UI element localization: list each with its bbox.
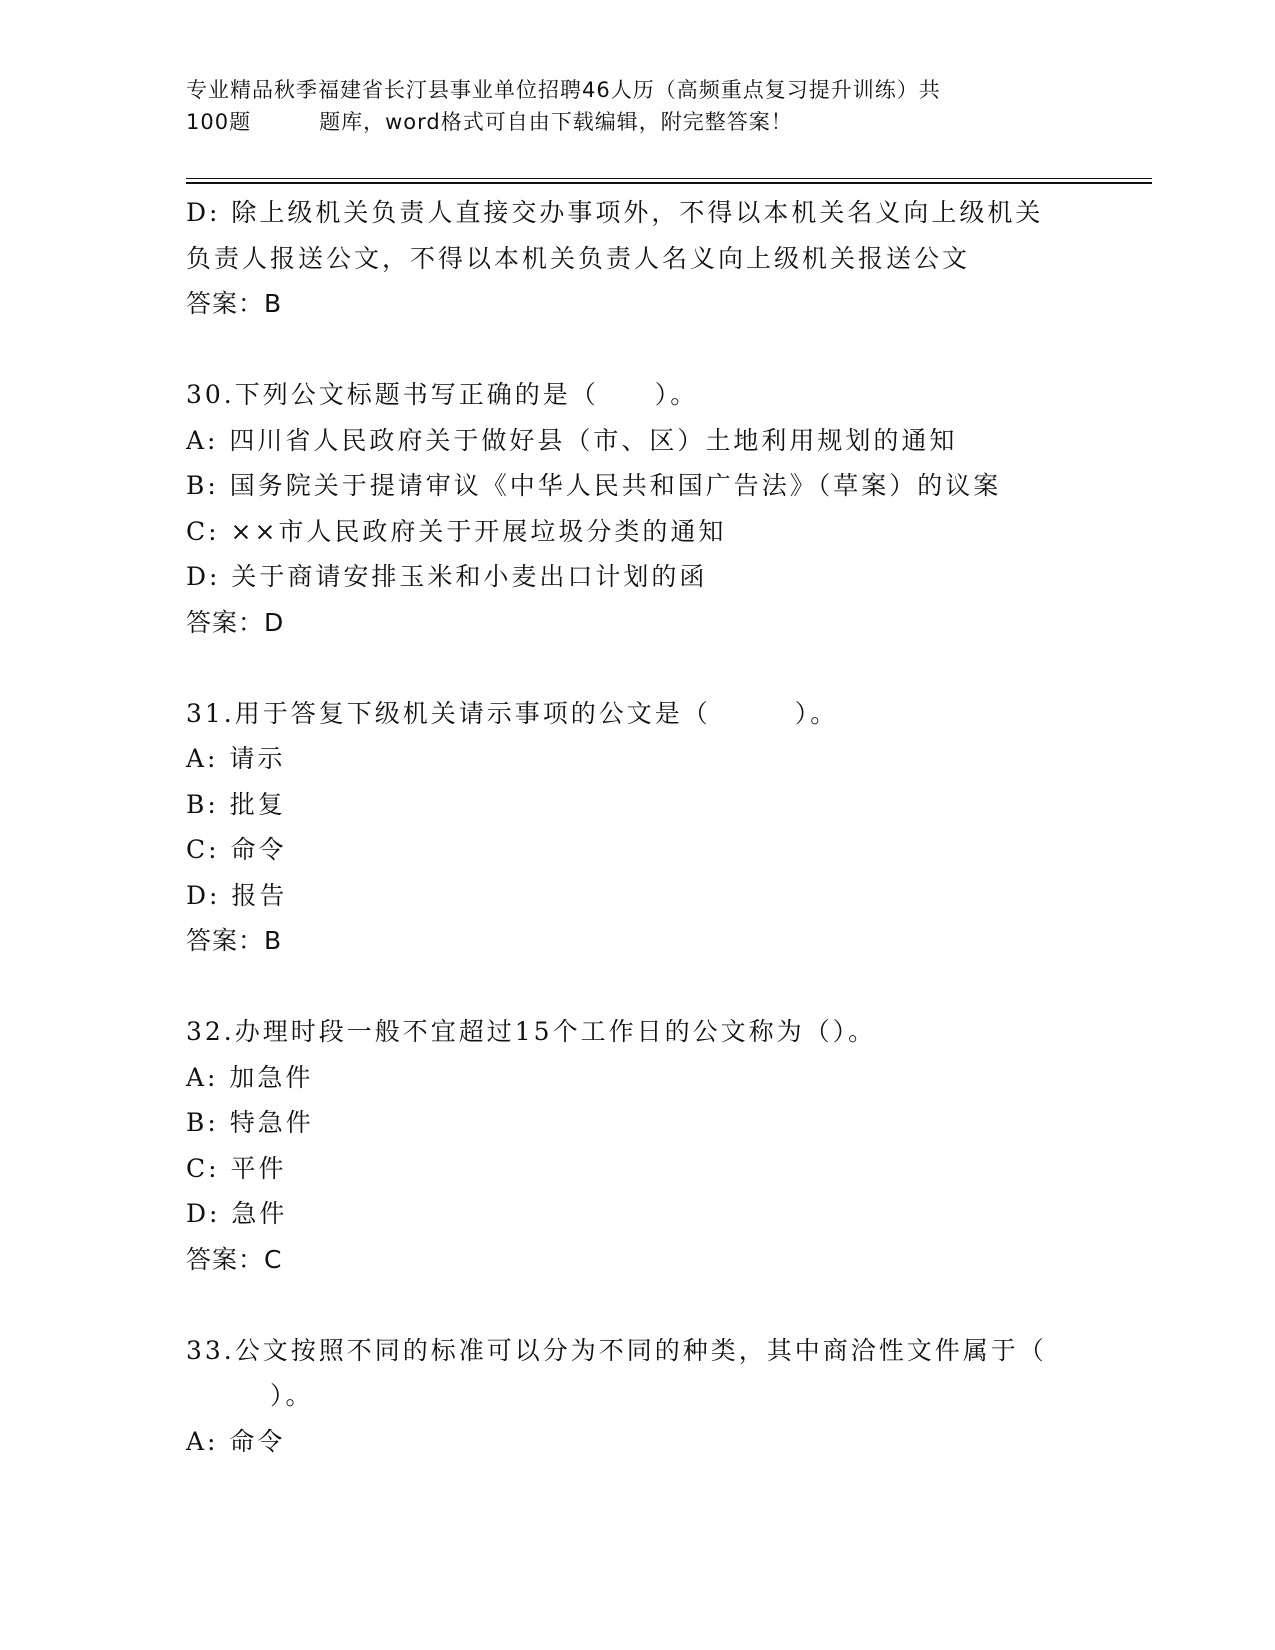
option-c: C: 平件: [186, 1153, 287, 1183]
option-b: B: 特急件: [186, 1108, 314, 1137]
answer: 答案：C: [186, 1244, 283, 1274]
question-stem: 33.公文按照不同的标准可以分为不同的种类，其中商洽性文件属于（: [186, 1335, 1047, 1365]
option-a: A: 加急件: [186, 1062, 314, 1092]
option-d-continued: 负责人报送公文，不得以本机关负责人名义向上级机关报送公文: [186, 243, 971, 273]
option-c: C: 命令: [186, 835, 287, 864]
header-description: 题库，word格式可自由下载编辑，附完整答案！: [319, 110, 793, 134]
answer: 答案：B: [186, 926, 283, 955]
header-question-count: 100题: [186, 110, 252, 134]
option-a: A: 四川省人民政府关于做好县（市、区）土地利用规划的通知: [186, 425, 958, 455]
previous-question-tail: [186, 190, 1086, 327]
question-stem-continued: ）。: [186, 1381, 314, 1410]
question-33: [186, 1328, 1086, 1465]
header-line-2: [186, 106, 1066, 138]
option-b: B: 批复: [186, 789, 286, 819]
option-c: C: ××市人民政府关于开展垃圾分类的通知: [186, 516, 727, 546]
option-d: D: 报告: [186, 880, 288, 910]
header-divider-thick: [186, 182, 1152, 184]
document-header: [186, 74, 1066, 138]
answer: 答案：D: [186, 607, 285, 637]
question-stem: 31.用于答复下级机关请示事项的公文是（ ）。: [186, 698, 839, 728]
option-d: D: 急件: [186, 1199, 288, 1228]
header-divider-thin: [186, 178, 1152, 179]
option-d: D: 关于商请安排玉米和小麦出口计划的函: [186, 562, 708, 591]
question-stem: 30.下列公文标题书写正确的是（ ）。: [186, 380, 699, 409]
question-31: [186, 691, 1086, 964]
header-line-1: 专业精品秋季福建省长汀县事业单位招聘46人历（高频重点复习提升训练）共: [186, 78, 941, 102]
question-30: [186, 372, 1086, 645]
question-stem: 32.办理时段一般不宜超过15个工作日的公文称为（）。: [186, 1017, 877, 1046]
option-b: B: 国务院关于提请审议《中华人民共和国广告法》（草案）的议案: [186, 471, 1002, 500]
option-a: A: 请示: [186, 744, 286, 773]
answer: 答案：B: [186, 289, 283, 318]
question-32: [186, 1009, 1086, 1282]
question-list: [186, 190, 1086, 1464]
option-d: D: 除上级机关负责人直接交办事项外，不得以本机关名义向上级机关: [186, 198, 1044, 227]
option-a: A: 命令: [186, 1426, 286, 1456]
